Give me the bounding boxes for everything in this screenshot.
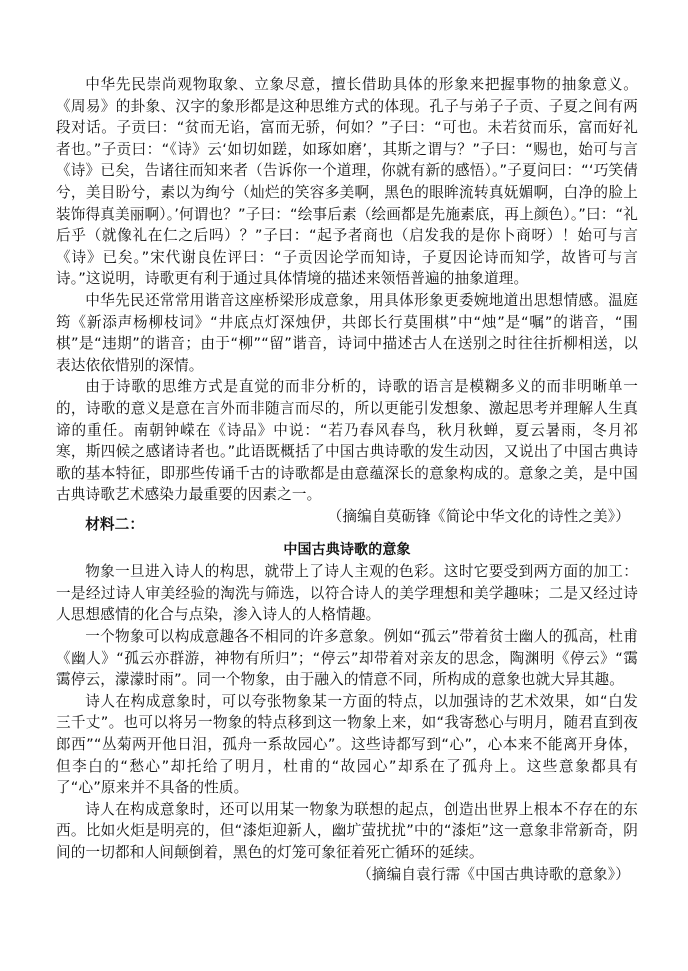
material-two-title: 中国古典诗歌的意象 [283, 541, 411, 558]
material-two-section [56, 514, 638, 885]
material-two-paragraph-2: 一个物象可以构成意趣各不相同的许多意象。例如“孤云”带着贫士幽人的孤高，杜甫《幽人》“孤云亦群游，神物有所归”；“停云”却带着对亲友的思念，陶渊明《停云》“霭霭停云，濛濛时雨”。同一个物象，由于融入的情意不同，所构成的意象也就大异其趣。 [56, 627, 638, 689]
material-one-paragraph-2: 中华先民还常常用谐音这座桥梁形成意象，用具体形象更委婉地道出思想情感。温庭筠《新添声杨柳枝词》“井底点灯深烛伊，共郎长行莫围棋”中“烛”是“嘱”的谐音，“围棋”是“违期”的谐音；由于“柳”“留”谐音，诗词中描述古人在送别之时往往折柳相送，以表达依依惜别的深情。 [56, 291, 638, 374]
material-two-label: 材料二： [85, 516, 145, 533]
material-one-section [56, 74, 638, 527]
material-two-paragraph-3: 诗人在构成意象时，可以夸张物象某一方面的特点，以加强诗的艺术效果，如“白发三千丈”。也可以将另一物象的特点移到这一物象上来，如“我寄愁心与明月，随君直到夜郎西”“丛菊两开他日泪，孤舟一系故园心”。这些诗都写到“心”，心本来不能离开身体，但李白的“愁心”却托给了明月，杜甫的“故园心”却系在了孤舟上。这些意象都具有了“心”原来并不具备的性质。 [56, 692, 638, 797]
material-one-paragraph-1: 中华先民崇尚观物取象、立象尽意，擅长借助具体的形象来把握事物的抽象意义。《周易》的卦象、汉字的象形都是这种思维方式的体现。孔子与弟子子贡、子夏之间有两段对话。子贡曰：“贫而无谄，富而无骄，何如？”子曰：“可也。未若贫而乐，富而好礼者也。”子贡曰：“《诗》云‘如切如蹉，如琢如磨’，其斯之谓与？”子曰：“赐也，始可与言《诗》已矣，告诸往而知来者（告诉你一个道理，你就有新的感悟）。”子夏问曰：“‘巧笑倩兮，美目盼兮，素以为绚兮（灿烂的笑容多美啊，黑色的眼眸流转真妩媚啊，白净的脸上装饰得真美丽啊）。’何谓也？”子曰：“绘事后素（绘画都是先施素底，再上颜色）。”曰：“礼后乎（就像礼在仁之后吗）？”子曰：“起予者商也（启发我的是你卜商呀）！始可与言《诗》已矣。”宋代谢良佐评曰：“子贡因论学而知诗，子夏因论诗而知学，故皆可与言诗。”这说明，诗歌更有利于通过具体情境的描述来领悟普遍的抽象道理。 [56, 76, 638, 288]
material-one-paragraph-3: 由于诗歌的思维方式是直觉的而非分析的，诗歌的语言是模糊多义的而非明晰单一的，诗歌的意义是意在言外而非随言而尽的，所以更能引发想象、激起思考并理解人生真谛的重任。南朝钟嵘在《诗品》中说：“若乃春风春鸟，秋月秋蝉，夏云暑雨，冬月祁寒，斯四候之感诸诗者也。”此语既概括了中国古典诗歌的发生动因，又说出了中国古典诗歌的基本特征，即那些传诵千古的诗歌都是由意蕴深长的意象构成的。意象之美，是中国古典诗歌艺术感染力最重要的因素之一。 [56, 378, 638, 504]
material-two-paragraph-4: 诗人在构成意象时，还可以用某一物象为联想的起点，创造出世界上根本不存在的东西。比如火炬是明亮的，但“漆炬迎新人，幽圹萤扰扰”中的“漆炬”这一意象非常新奇，阴间的一切都和人间颠倒着，黑色的灯笼可象征着死亡循环的延续。 [56, 800, 638, 861]
material-two-source: （摘编自袁行霈《中国古典诗歌的意象》） [357, 865, 630, 883]
material-one-source: （摘编自莫砺锋《简论中华文化的诗性之美》） [327, 507, 630, 525]
material-two-paragraph-1: 物象一旦进入诗人的构思，就带上了诗人主观的色彩。这时它要受到两方面的加工：一是经过诗人审美经验的淘洗与筛选，以符合诗人的美学理想和美学趣味；二是又经过诗人思想感情的化合与点染，渗入诗人的人格情趣。 [56, 563, 638, 624]
